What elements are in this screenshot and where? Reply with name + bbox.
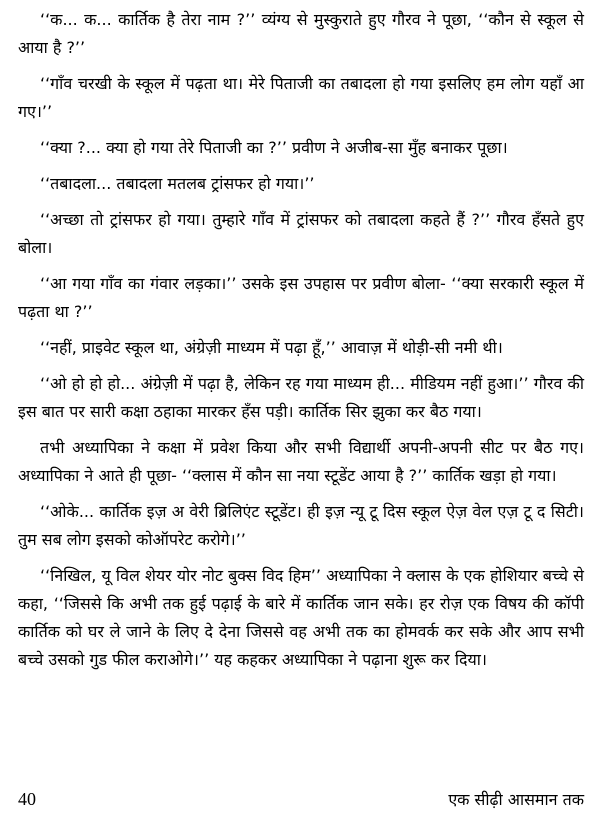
paragraph-7: ‘‘नहीं, प्राइवेट स्कूल था, अंग्रेज़ी माध्यम में पढ़ा हूँ,’’ आवाज़ में थोड़ी-सी नमी थी। <box>40 338 503 357</box>
paragraph-2: ‘‘गाँव चरखी के स्कूल में पढ़ता था। मेरे पिताजी का तबादला हो गया इसलिए हम लोग यहाँ आ गए।’’ <box>18 74 584 121</box>
paragraph-5: ‘‘अच्छा तो ट्रांसफर हो गया। तुम्हारे गाँव में ट्रांसफर को तबादला कहते हैं ?’’ गौरव हँसते हुए बोला। <box>18 210 584 257</box>
paragraph-11: ‘‘निखिल, यू विल शेयर योर नोट बुक्स विद हिम’’ अध्यापिका ने क्लास के एक होशियार बच्चे से कहा, ‘‘जिससे कि अभी तक हुई पढ़ाई के बारे में कार्तिक जान सके। हर रोज़ एक विषय की कॉपी कार्तिक को घर ले जाने के लिए दे देना जिससे वह अभी तक का होमवर्क कर सके और आप सभी बच्चे उसको गुड फील कराओगे।’’ यह कहकर अध्यापिका ने पढ़ाना शुरू कर दिया। <box>18 566 584 669</box>
paragraph-1: ‘‘क... क... कार्तिक है तेरा नाम ?’’ व्यंग्य से मुस्कुराते हुए गौरव ने पूछा, ‘‘कौन से स्कूल से आया है ?’’ <box>18 10 584 57</box>
page-number: 40 <box>18 789 36 809</box>
paragraph-4: ‘‘तबादला... तबादला मतलब ट्रांसफर हो गया।’’ <box>40 174 315 193</box>
paragraph-3: ‘‘क्या ?... क्या हो गया तेरे पिताजी का ?’’ प्रवीण ने अजीब-सा मुँह बनाकर पूछा। <box>40 138 508 157</box>
paragraph-6: ‘‘आ गया गाँव का गंवार लड़का।’’ उसके इस उपहास पर प्रवीण बोला- ‘‘क्या सरकारी स्कूल में पढ़ता था ?’’ <box>18 274 584 321</box>
paragraph-9: तभी अध्यापिका ने कक्षा में प्रवेश किया और सभी विद्यार्थी अपनी-अपनी सीट पर बैठ गए। अध्यापिका ने आते ही पूछा- ‘‘क्लास में कौन सा नया स्टूडेंट आया है ?’’ कार्तिक खड़ा हो गया। <box>18 438 584 485</box>
running-book-title: एक सीढ़ी आसमान तक <box>448 790 584 809</box>
page-footer <box>18 788 584 818</box>
paragraph-8: ‘‘ओ हो हो हो... अंग्रेज़ी में पढ़ा है, लेकिन रह गया माध्यम ही... मीडियम नहीं हुआ।’’ गौरव की इस बात पर सारी कक्षा ठहाका मारकर हँस पड़ी। कार्तिक सिर झुका कर बैठ गया। <box>18 374 584 421</box>
page-body <box>18 6 584 682</box>
paragraph-10: ‘‘ओके... कार्तिक इज़ अ वेरी ब्रिलिएंट स्टूडेंट। ही इज़ न्यू टू दिस स्कूल ऐज़ वेल एज़ टू द सिटी। तुम सब लोग इसको कोऑपरेट करोगे।’’ <box>18 502 584 549</box>
